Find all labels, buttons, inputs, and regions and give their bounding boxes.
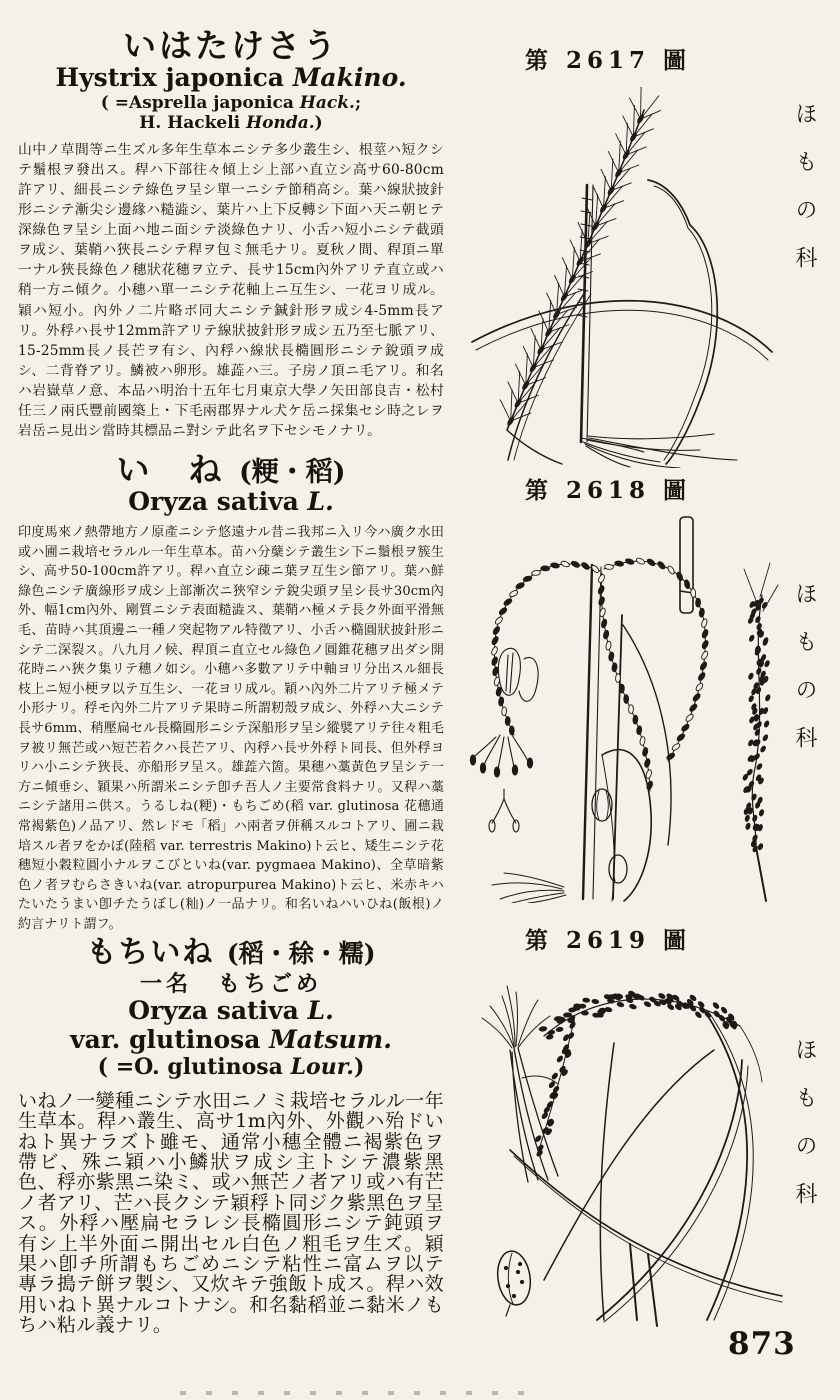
family-label-2: ほもの科 [792, 582, 817, 774]
entry2-latin-genus: Oryza sativa [128, 487, 308, 517]
entry2-kana: い ね [116, 450, 225, 489]
family-label-1: ほもの科 [792, 102, 817, 294]
entry3-syn-text: ( =O. glutinosa [97, 1054, 291, 1081]
page-number: 873 [728, 1326, 796, 1362]
entry1-description: 山中ノ草間等ニ生ズル多年生草本ニシテ多少叢生シ、根莖ハ短クシテ鬚根ヲ發出ス。稈ハ下部往々傾上シ上部ハ直立シ高サ60-80cm許アリ、細長ニシテ綠色ヲ呈シ單一ニシテ節稍高シ。葉ハ線狀披針形ニシテ漸尖シ邊緣ハ糙澁シ、葉片ハ上下反轉シ下面ハ天ニ朝ヒテ深綠色ヲ呈シ上面ハ地ニ面シテ淡綠色ナリ、小舌ハ短小ニシテ截頭ヲ成シ、葉鞘ハ狹長ニシテ稈ヲ包ミ無毛ナリ。夏秋ノ間、稈頂ニ單一ナル狹長綠色ノ穗狀花穗ヲ立テ、長サ15cm內外アリテ直立或ハ稍一方ニ傾ク。小穗ハ單一ニシテ花軸上ニ互生シ、一花ヨリ成ル。穎ハ短小。內外ノ二片略ボ同大ニシテ鍼針形ヲ成シ4-5mm長アリ。外稃ハ長サ12mm許アリテ線狀披針形ヲ成シ五乃至七脈アリ、15-25mm長ノ長芒ヲ有シ、內稃ハ線狀長橢圓形ニシテ銳頭ヲ成シ、二背脊アリ。鱗被ハ卵形。雄蕋ハ三。子房ノ頂ニ毛アリ。和名ハ岩嶽草ノ意、本品ハ明治十五年七月東京大學ノ矢田部良吉・松村任三ノ兩氏豐前國築上・下毛兩郡界ナル犬ケ岳ニ採集セシ時之レヲ岩岳ニ見出シ當時其標品ニ對シテ此名ヲ下セシモノナリ。 [18, 141, 444, 440]
entry3-latin-genus: Oryza sativa [128, 995, 308, 1025]
entry1-latin-name [18, 64, 444, 93]
figure-2618-illustration [452, 503, 792, 903]
entry1-syn1-author: Hack. [299, 93, 355, 114]
entry2-kana-title [18, 452, 444, 488]
entry3-var-author: Matsum. [269, 1024, 392, 1054]
entry-oryza-glutinosa [18, 936, 444, 1336]
entry2-kanji-paren: (粳・稻) [238, 457, 346, 488]
figure-2617-caption: 第 2617 圖 [524, 47, 692, 74]
entry3-kana: もちいね [86, 935, 215, 970]
figure-2618-caption: 第 2618 圖 [524, 477, 692, 504]
entry3-kana-title [18, 936, 444, 971]
entry3-alias: 一名 もちごめ [139, 970, 322, 997]
entry1-syn1-text: ( =Asprella japonica [100, 93, 300, 114]
entry1-syn1-tail: ; [354, 93, 362, 114]
entry1-kana-title: いはたけさう [123, 26, 339, 65]
entry1-syn2-text: H. Hackeli [139, 113, 247, 134]
scan-artifact [180, 1391, 540, 1395]
entry-hystrix-japonica [18, 28, 444, 441]
family-label-3: ほもの科 [792, 1038, 817, 1230]
entry3-kanji-paren: (稻・稌・糯) [226, 939, 376, 968]
entry3-variety-name [18, 1026, 444, 1055]
figure-2619-illustration [452, 948, 792, 1338]
entry2-description: 印度馬來ノ熱帶地方ノ原產ニシテ悠遠ナル昔ニ我邦ニ入リ今ハ廣ク水田或ハ圃ニ栽培セラルル一年生草本。苗ハ分蘖シテ叢生シ下ニ鬚根ヲ簇生シ、高サ50-100cm許アリ。稈ハ直立シ疎ニ葉ヲ互生シ節アリ。葉ハ鮮綠色ニシテ廣線形ヲ成シ上部漸次ニ狹窄シテ銳尖頭ヲ呈シ長サ30cm內外、幅1cm內外、剛質ニシテ表面糙澁ス、葉鞘ハ極メテ長ク外面平滑無毛、苗時ハ其頂邊ニ一種ノ突起物アル特徵アリ、小舌ハ橢圓狀披針形ニシテ二深裂ス。八九月ノ候、稈頂ニ直立セル綠色ノ圓錐花穗ヲ出ダシ開花時ニハ狹ク集リテ穗ノ如シ。小穗ハ多數アリテ中軸ヨリ分出スル細長枝上ニ短小梗ヲ以テ互生シ、一花ヨリ成ル。穎ハ內外二片アリテ極メテ小形ナリ。稃モ內外二片アリテ果時ニ所謂籾殼ヲ成シ、外稃ハ大ニシテ長サ6mm、稍壓扁セル長橢圓形ニシテ深船形ヲ呈シ縱襞アリテ往々粗毛ヲ被リ無芒或ハ短芒若クハ長芒アリ、內稃ハ長サ外稃ト同長、但外稃ヨリハ小ニシテ狹長、亦船形ヲ呈ス。雄蕋六箇。果穗ハ藁黃色ヲ呈シテ一方ニ傾垂シ、穎果ハ所謂米ニシテ卽チ吾人ノ主要常食料ナリ。又稈ハ藁ニシテ諸用ニ供ス。うるしね(粳)・もちごめ(稻 var. glutinosa 花穗通常褐紫色)ノ品アリ、然レドモ「稻」ハ兩者ヲ併稱スルコトアリ、圃ニ栽培スル者ヲをかぼ(陸稻 var. terrestris Makino)ト云ヒ、矮生ニシテ花穗短小穀粒圓小ナルヲこびといね(var. pygmaea Makino)、全草暗紫色ノ者ヲむらさきいね(var. atropurpurea Makino)ト云ヒ、米赤キハたいたうまい卽チたうぼし(籼)ノ一品ナリ。和名いねハいひね(飯根)ノ約言ナリト謂フ。 [18, 525, 444, 932]
figure-2617-illustration [452, 80, 782, 468]
entry3-syn-author: Lour. [290, 1054, 354, 1081]
entry1-latin-author: Makino. [292, 63, 407, 93]
entry3-description: いねノ一變種ニシテ水田ニノミ栽培セラルル一年生草本。稈ハ叢生、高サ1m內外、外觀ハ殆ドいねト異ナラズト雖モ、通常小穗全體ニ褐紫色ヲ帶ビ、殊ニ穎ハ小鱗狀ヲ成シ主トシテ濃紫黑色、稃亦紫黑ニ染ミ、或ハ無芒ノ者アリ或ハ有芒ノ者アリ、芒ハ長クシテ穎稃ト同ジク紫黑色ヲ呈ス。外稃ハ壓扁セラレシ長橢圓形ニシテ鈍頭ヲ有シ上半外面ニ開出セル白色ノ粗毛ヲ生ズ。穎果ハ卽チ所謂もちごめニシテ粘性ニ富ムヲ以テ專ラ搗テ餅ヲ製シ、又炊キテ強飯ト成ス。稈ハ效用いねト異ナルコトナシ。和名黏稻並ニ黏米ノもちハ粘ル義ナリ。 [18, 1089, 444, 1337]
entry3-synonym [18, 1054, 444, 1080]
figure-2619-caption: 第 2619 圖 [524, 927, 692, 954]
entry1-syn2-tail: ) [314, 113, 323, 134]
entry1-latin-genus: Hystrix japonica [55, 63, 293, 93]
entry1-synonym-1 [18, 93, 444, 113]
entry3-var-name: var. glutinosa [70, 1024, 270, 1054]
entry-oryza-sativa [18, 452, 444, 935]
entry1-syn2-author: Honda. [246, 113, 315, 134]
entry2-latin-name [18, 488, 444, 517]
entry3-syn-tail: ) [353, 1054, 365, 1081]
entry2-latin-author: L. [307, 487, 334, 517]
entry3-latin-author: L. [307, 995, 334, 1025]
entry1-synonym-2 [18, 113, 444, 133]
entry3-latin-name [18, 997, 444, 1026]
